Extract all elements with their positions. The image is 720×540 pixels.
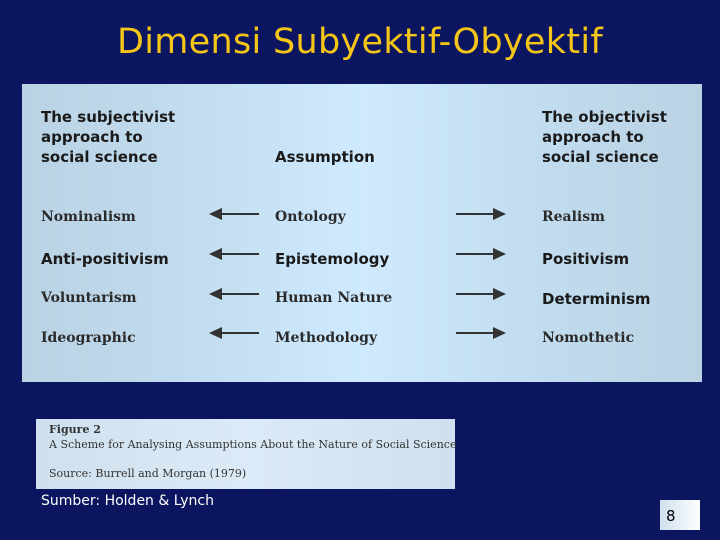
slide-title: Dimensi Subyektif-Obyektif: [116, 22, 603, 62]
figure-source: Source: Burrell and Morgan (1979): [49, 467, 247, 480]
subjectivist-item-voluntarism: Voluntarism: [41, 290, 137, 306]
assumption-methodology: Methodology: [275, 330, 378, 346]
source-note: Sumber: Holden & Lynch: [41, 493, 214, 509]
objectivist-item-determinism: Determinism: [542, 290, 651, 308]
objectivist-header-line-2: approach to: [542, 128, 644, 146]
left-arrow-icon: [207, 204, 263, 224]
assumption-header: Assumption: [275, 148, 375, 166]
right-arrow-icon: [452, 204, 508, 224]
subjectivist-header-line-3: social science: [41, 148, 158, 166]
objectivist-item-positivism: Positivism: [542, 250, 630, 268]
subjectivist-header-line-1: The subjectivist: [41, 108, 176, 126]
subjectivist-header-line-2: approach to: [41, 128, 143, 146]
assumption-epistemology: Epistemology: [275, 250, 390, 268]
objectivist-item-nomothetic: Nomothetic: [542, 330, 635, 346]
subjectivist-header: [41, 107, 175, 167]
right-arrow-icon: [452, 323, 508, 343]
objectivist-header: [542, 107, 667, 167]
left-arrow-icon: [207, 244, 263, 264]
left-arrow-icon: [207, 284, 263, 304]
objectivist-header-line-1: The objectivist: [542, 108, 667, 126]
subjectivist-item-ideographic: Ideographic: [41, 330, 136, 346]
right-arrow-icon: [452, 284, 508, 304]
subjectivist-item-anti-positivism: Anti-positivism: [41, 250, 169, 268]
objectivist-header-line-3: social science: [542, 148, 659, 166]
subjectivist-item-nominalism: Nominalism: [41, 209, 136, 225]
figure-caption: [36, 419, 455, 489]
objectivist-item-realism: Realism: [542, 209, 605, 225]
left-arrow-icon: [207, 323, 263, 343]
figure-caption-text: A Scheme for Analysing Assumptions About the Nature of Social Science: [49, 438, 457, 451]
page-number: 8: [666, 507, 676, 525]
diagram-panel: [22, 84, 702, 382]
figure-label: Figure 2: [49, 423, 101, 436]
assumption-ontology: Ontology: [275, 209, 346, 225]
right-arrow-icon: [452, 244, 508, 264]
assumption-human-nature: Human Nature: [275, 290, 393, 306]
